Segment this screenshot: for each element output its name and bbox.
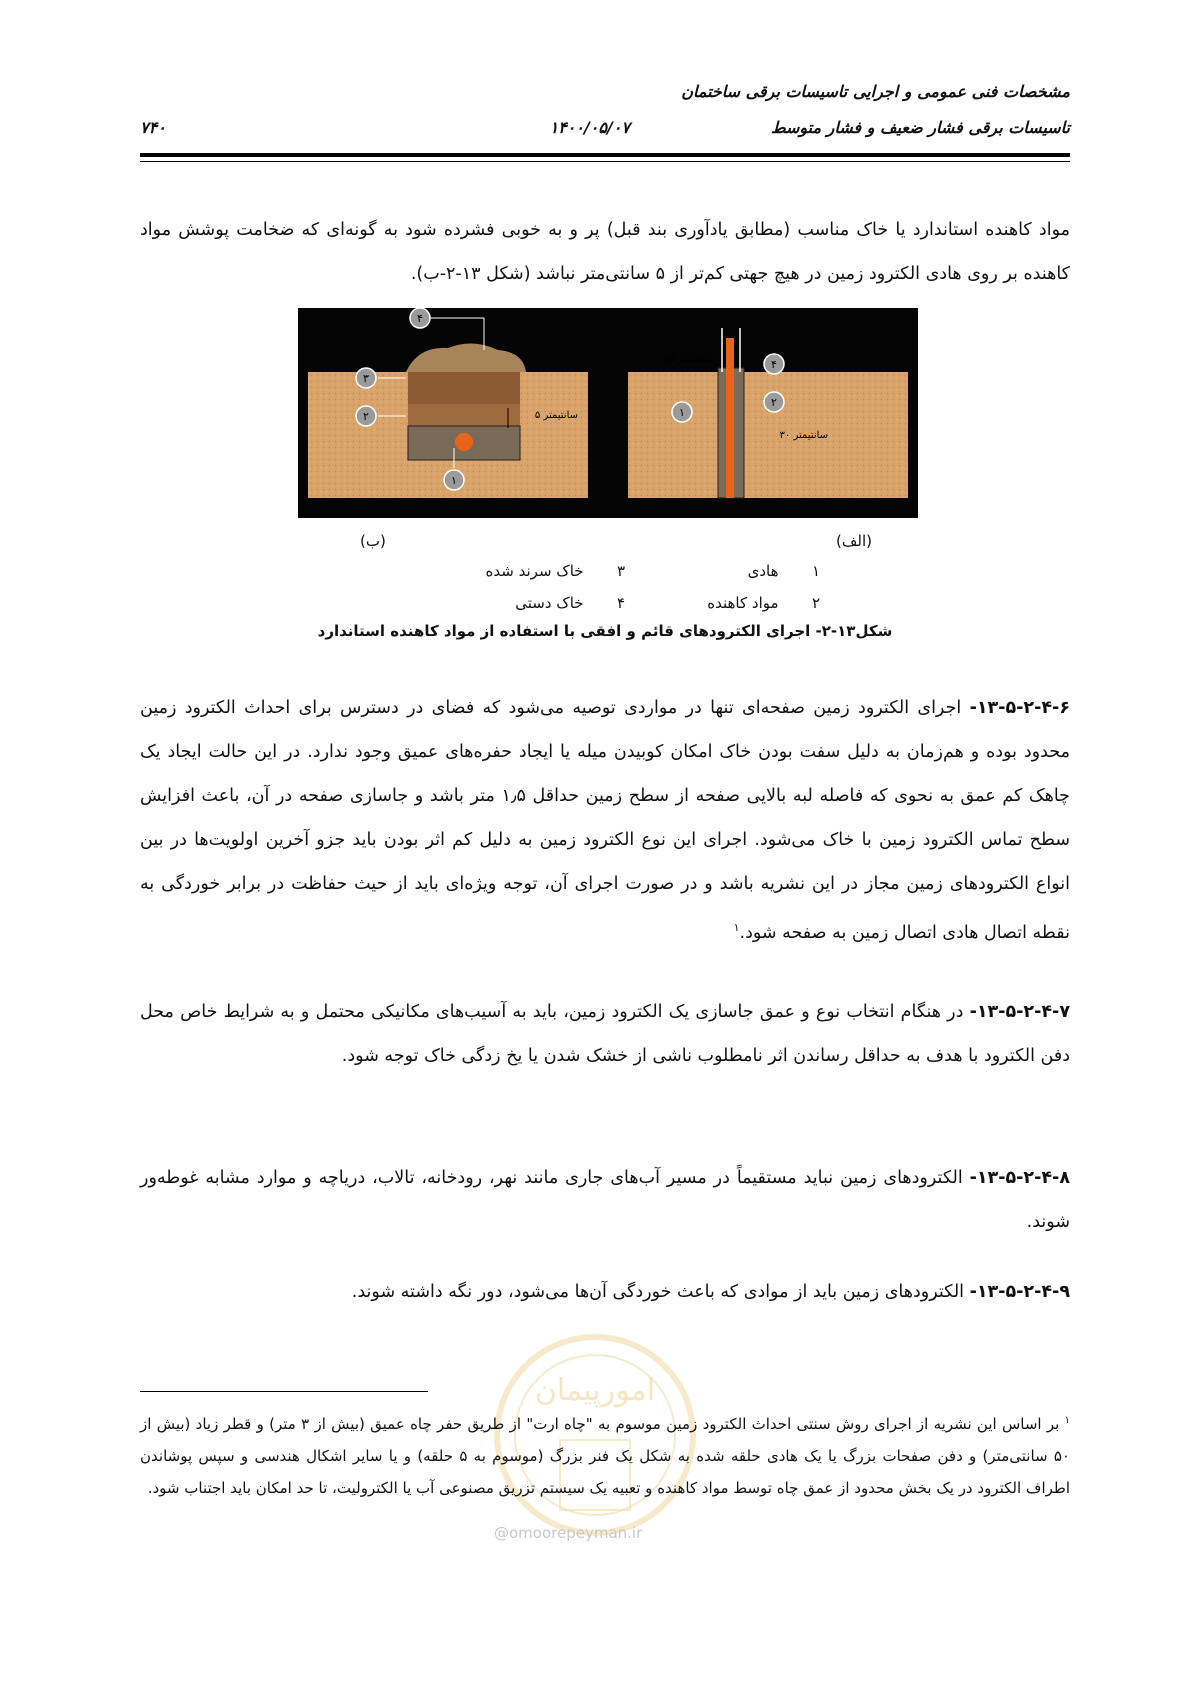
section-paragraph-9 xyxy=(140,1270,1070,1314)
section-text-8: الکترودهای زمین نباید مستقیماً در مسیر آب‌های جاری مانند نهر، رودخانه، تالاب، دریاچه و موارد مشابه غوطه‌ور شوند. xyxy=(140,1168,1070,1232)
section-paragraph-6 xyxy=(140,686,1070,955)
marker-4-a-text: ۴ xyxy=(771,358,777,371)
intro-paragraph: مواد کاهنده استاندارد یا خاک مناسب (مطابق یادآوری بند قبل) پر و به خوبی فشرده شود به گونه‌ای که ضخامت پوشش مواد کاهنده بر روی هادی الکترود زمین در هیچ جهتی کم‌تر از ۵ سانتی‌متر نباشد (شکل ۱۳-۲-ب). xyxy=(140,220,1070,284)
marker-2-b-text: ۲ xyxy=(363,410,369,423)
dim-30-label: ۳۰ سانتیمتر xyxy=(779,430,828,441)
panel-label-a: (الف) xyxy=(836,532,872,550)
watermark-site: @omoorepeyman.ir xyxy=(494,1524,643,1542)
legend-label-2: مواد کاهنده xyxy=(707,594,779,612)
legend-item-2 xyxy=(707,594,820,612)
header-subtitle: تاسیسات برقی فشار ضعیف و فشار متوسط xyxy=(770,118,1070,137)
screened-soil-layer xyxy=(408,372,520,404)
legend-num-1: ۱ xyxy=(811,562,820,580)
figure-caption-num: شکل۱۳-۲- xyxy=(815,622,893,640)
figure-caption-text: اجرای الکترودهای قائم و افقی با استفاده از مواد کاهنده استاندارد xyxy=(317,622,811,640)
legend-item-4 xyxy=(515,594,625,612)
page-number: ۷۴۰ xyxy=(140,118,166,137)
legend-label-3: خاک سرند شده xyxy=(485,562,584,580)
panel-label-b: (ب) xyxy=(360,532,386,550)
header-title: مشخصات فنی عمومی و اجرایی تاسیسات برقی ساختمان xyxy=(681,82,1070,101)
footnote-separator xyxy=(140,1391,428,1392)
legend-label-1: هادی xyxy=(747,562,779,580)
horizontal-electrode xyxy=(455,433,473,451)
legend-item-3 xyxy=(486,562,625,580)
dim-15-label: ۱۵ سانتیمتر xyxy=(663,354,712,365)
section-number-7: ۱۳-۵-۲-۴-۷- xyxy=(969,1002,1070,1022)
legend-label-4: خاک دستی xyxy=(515,594,584,612)
legend-num-4: ۴ xyxy=(616,594,625,612)
hand-soil-mound xyxy=(406,343,526,372)
section-text-9: الکترودهای زمین باید از موادی که باعث خوردگی آن‌ها می‌شود، دور نگه داشته شوند. xyxy=(351,1282,970,1302)
footnote xyxy=(140,1405,1070,1504)
section-number-8: ۱۳-۵-۲-۴-۸- xyxy=(969,1168,1070,1188)
header-rule-thick xyxy=(140,153,1070,157)
marker-1-a-text: ۱ xyxy=(679,406,685,419)
marker-4-b-text: ۴ xyxy=(417,312,423,325)
figure-svg xyxy=(298,308,918,518)
marker-2-a-text: ۲ xyxy=(771,396,777,409)
section-paragraph-8 xyxy=(140,1156,1070,1244)
footnote-mark: ۱ xyxy=(1064,1415,1070,1426)
header-date: ۱۴۰۰/۰۵/۰۷ xyxy=(549,118,630,137)
footnote-ref[interactable]: ۱ xyxy=(733,921,740,934)
section-text-6: اجرای الکترود زمین صفحه‌ای تنها در مواردی توصیه می‌شود که فضای در دسترس برای احداث الکترود زمین محدود بوده و هم‌زمان به دلیل سفت بودن خاک امکان کوبیدن میله یا ایجاد حفره‌های عمیق وجود ندارد. در این حالت ایجاد یک چاهک کم عمق به نحوی که فاصله لبه بالایی صفحه از سطح زمین حداقل ۱٫۵ متر باشد و جاسازی صفحه در آن، باعث افزایش سطح تماس الکترود زمین با خاک می‌شود. اجرای این نوع الکترود زمین به دلیل کم اثر بودن باید جزو آخرین اولویت‌ها در بین انواع الکترودهای زمین مجاز در این نشریه باشد و در صورت اجرای آن، توجه ویژه‌ای باید از حیث حفاظت در برابر خوردگی به نقطه اتصال هادی اتصال زمین به صفحه شود. xyxy=(140,698,1070,943)
marker-1-b-text: ۱ xyxy=(451,474,457,487)
dim-5-label: ۵ سانتیمتر xyxy=(534,410,578,421)
header-rule-thin xyxy=(140,161,1070,162)
section-number-6: ۱۳-۵-۲-۴-۶- xyxy=(969,698,1070,718)
legend-item-1 xyxy=(748,562,820,580)
figure-caption xyxy=(140,622,1070,640)
section-paragraph-7 xyxy=(140,990,1070,1078)
watermark-logo-text: امورپیمان xyxy=(534,1373,656,1408)
figure-electrodes xyxy=(298,308,918,518)
section-text-7: در هنگام انتخاب نوع و عمق جاسازی یک الکترود زمین، باید به آسیب‌های مکانیکی محتمل و به شرایط خاص محل دفن الکترود با هدف به حداقل رساندن اثر نامطلوب ناشی از خشک شدن یا یخ زدگی خاک توجه شود. xyxy=(140,1002,1070,1066)
section-number-9: ۱۳-۵-۲-۴-۹- xyxy=(969,1282,1070,1302)
footnote-text: بر اساس این نشریه از اجرای روش سنتی احداث الکترود زمین موسوم به "چاه ارت" از طریق حفر چاه عمیق (بیش از ۳ متر) و قطر زیاد (بیش از ۵۰ سانتی‌متر) و دفن صفحات بزرگ یا یک هادی حلقه شده به شکل یک فنر بزرگ (موسوم به ۵ حلقه) و یا سایر اشکال هندسی و سپس پوشاندن اطراف الکترود در یک بخش محدود از عمق چاه توسط مواد کاهنده و تعبیه یک سیستم تزریق مصنوعی آب یا الکترولیت، تا حد امکان باید اجتناب شود. xyxy=(140,1415,1070,1497)
vertical-electrode xyxy=(726,338,734,498)
marker-3-b-text: ۳ xyxy=(363,372,369,385)
legend-num-2: ۲ xyxy=(811,594,820,612)
soil-block-a xyxy=(628,372,908,498)
legend-num-3: ۳ xyxy=(616,562,625,580)
screened-soil-layer-lower xyxy=(408,404,520,426)
